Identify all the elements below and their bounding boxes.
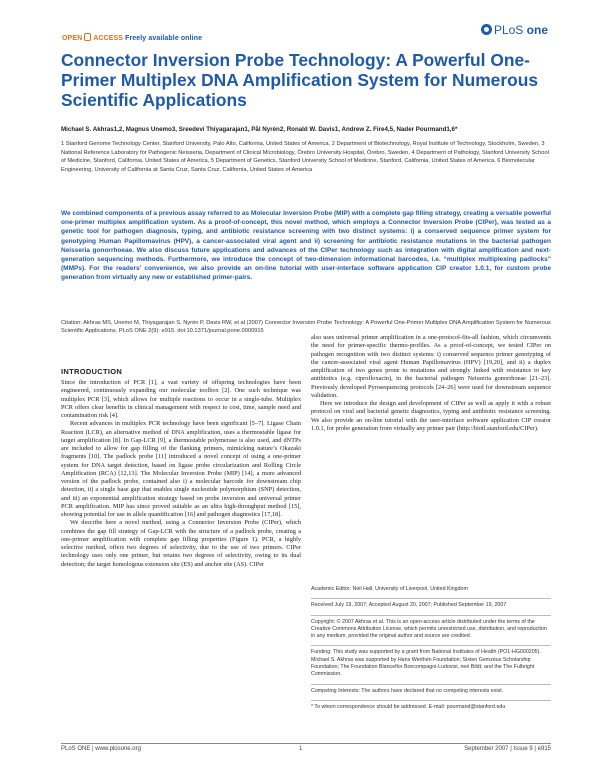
- copyright-notice: Copyright: © 2007 Akhras et al. This is an open-access article distributed under the terms of the Creative Commons Attribution License, which permits unrestricted use, distribution, and reproduction in any medium, provided the original author and source are credited.: [311, 615, 551, 641]
- correspondence: * To whom correspondence should be addressed. E-mail: pourmand@stanford.edu: [311, 700, 551, 711]
- footer-journal: PLoS ONE | www.plosone.org: [61, 746, 141, 752]
- access-label: ACCESS: [93, 35, 124, 42]
- intro-paragraph: We describe here a novel method, using a Connector Inversion Probe (CIPer), which combines the gap fill strategy of Gap-LCR with the structure of a padlock probe, creating a one-primer amplification with complete gap filling properties (Figure 1). PCR, a highly selective method, offers two degrees of selectivity, due to the use of two primers. CIPer technology uses only one primer, but retains two degrees of selectivity, owing to its dual detection; the target homologous extension site (ES) and anchor site (AS). CIPer: [61, 519, 301, 568]
- footer-issue: September 2007 | Issue 9 | e915: [464, 746, 551, 752]
- right-column: [311, 334, 551, 433]
- introduction-heading: INTRODUCTION: [61, 367, 123, 376]
- publication-dates: Received July 19, 2007; Accepted August 20, 2007; Published September 19, 2007: [311, 598, 551, 609]
- logo-plos-text: PLoS: [493, 23, 524, 37]
- open-access-badge: [62, 33, 202, 42]
- article-title: Connector Inversion Probe Technology: A Powerful One-Primer Multiplex DNA Amplification System for Numerous Scientific Applications: [61, 50, 539, 110]
- lock-icon: [84, 33, 91, 41]
- logo-one-text: one: [526, 23, 548, 37]
- funding-statement: Funding: This study was supported by a grant from National Institutes of Health (PO1-HG000205). Michael S. Akhras was supported by Hans Werthén Foundation; Sixten Gemzéus Scholarship Foundation; The Foundation Blanceflor Boncompagni-Ludovisi, neé Bildt; and the The Fulbright Commission.: [311, 645, 551, 678]
- intro-paragraph: Here we introduce the design and development of CIPer as well as apply it with a robust protocol on viral and bacterial genetic diagnostics, typing and antibiotic resistance screening. We also provide an on-line tutorial with the user-interface software application CIP creator 1.0.1, for probe generation from virtually any primer pair (http://biotl.stanford.edu/CIPer).: [311, 400, 551, 432]
- footer-page-number: 1: [299, 746, 303, 752]
- plos-logo-icon: [481, 24, 492, 35]
- intro-paragraph: Recent advances in multiplex PCR technology have been significant [5–7]. Ligase Chain Reaction (LCR), an alternative method of DNA amplification, uses a thermostable ligase for target amplification [8]. In Gap-LCR [9], a thermostable polymerase is also used, and dNTPs are included to allow for gap filling of the flanking primers, mimicking nature’s Okazaki fragments [10]. The padlock probe [11] introduced a novel concept of using a one-primer system for DNA target detection, based on ligase probe circularization and Rolling Circle Amplification (RCA) [12,13]. The Molecular Inversion Probe (MIP) [14], a more advanced version of the padlock probe, contained also i) a molecular barcode for downstream chip detection, ii) a single base gap that enables single nucleotide polymorphism (SNP) detection, and iii) an exponential amplification strategy based on probe inversion and universal primer PCR amplification. MIP has since proved suitable as an ultra high-throughput method [15], showing potential for use in allele quantification [16] and pathogen diagnostics [17,18].: [61, 420, 301, 518]
- author-list: Michael S. Akhras1,2, Magnus Unemo3, Sreedevi Thiyagarajan1, Pål Nyrén2, Ronald W. Davis1, Andrew Z. Fire4,5, Nader Pourmand1,6*: [61, 126, 458, 133]
- intro-paragraph: Since the introduction of PCR [1], a vast variety of offspring technologies have been engineered, continuously expanding our molecular toolbox [2]. One such technique was multiplex PCR [3], which allows for multiple reactions to occur in a single-tube. Multiplex PCR offers clear benefits in clinical management with respect to cost, time, sample need and contamination risk [4].: [61, 379, 301, 419]
- plos-one-logo: [481, 23, 548, 37]
- left-column: [61, 379, 301, 569]
- intro-paragraph: also uses universal primer amplification in a one-protocol-fits-all fashion, which circumvents the need for primer-specific thermo-profiles. As a proof-of-concept, we tested CIPer on pathogen recognition with two distinct systems: i) conserved sequence primer genotyping of the cancer-associated viral agent Human Papillomavirus (HPV) [19,20], and ii) a duplex amplification of two genes prone to mutations and strongly linked with resistance to key antibiotics (e.g. ciprofloxacin), in the bacterial pathogen Neisseria gonorrhoeae [21–23]. Previously developed Pyrosequencing protocols [24–26] were used for downstream sequence validation.: [311, 334, 551, 399]
- affiliations: 1 Stanford Genome Technology Center, Stanford University, Palo Alto, California, United States of America, 2 Department of Biotechnology, Royal Institute of Technology, Stockholm, Sweden, 3 National Reference Laboratory for Pathogenic Neisseria, Department of Clinical Microbiology, Örebro University Hospital, Örebro, Sweden, 4 Department of Pathology, Stanford University School of Medicine, Stanford, California, United States of America, 5 Department of Genetics, Stanford University School of Medicine, Stanford, California, United States of America, 6 Biomolecular Engineering, University of California at Santa Cruz, Santa Cruz, California, United States of America: [61, 141, 549, 174]
- citation: Citation: Akhras MS, Unemo M, Thiyagarajan S, Nyrén P, Davis RW, et al (2007) Connector Inversion Probe Technology: A Powerful One-Primer Multiplex DNA Amplification System for Numerous Scientific Applications. PLoS ONE 2(9): e915. doi:10.1371/journal.pone.0000915: [61, 320, 551, 335]
- academic-editor: Academic Editor: Neil Hall, University of Liverpool, United Kingdom: [311, 586, 468, 592]
- page-footer: [61, 743, 551, 756]
- open-label: OPEN: [62, 35, 83, 42]
- competing-interests: Competing Interests: The authors have declared that no competing interests exist.: [311, 684, 551, 695]
- article-info-box: [311, 583, 551, 716]
- freely-available-label: Freely available online: [125, 35, 203, 42]
- abstract: We combined components of a previous assay referred to as Molecular Inversion Probe (MIP) with a complete gap filling strategy, creating a versatile powerful one-primer multiplex amplification system. As a proof-of-concept, this novel method, which employs a Connector Inversion Probe (CIPer), was tested as a genetic tool for pathogen diagnosis, typing, and antibiotic resistance screening with two distinct systems: i) a conserved sequence primer system for genotyping Human Papillomavirus (HPV), a cancer-associated viral agent and ii) screening for antibiotic resistance mutations in the bacterial pathogen Neisseria gonorrhoeae. We also discuss future applications and advances of the CIPer technology such as integration with digital amplification and next-generation sequencing methods. Furthermore, we introduce the concept of two-dimension informational barcodes, i.e. “multiplex multiplexing padlocks” (MMPs). For the readers’ convenience, we also provide an on-line tutorial with user-interface software application CIP creator 1.0.1, for custom probe generation from virtually any new or established primer-pairs.: [61, 210, 551, 282]
